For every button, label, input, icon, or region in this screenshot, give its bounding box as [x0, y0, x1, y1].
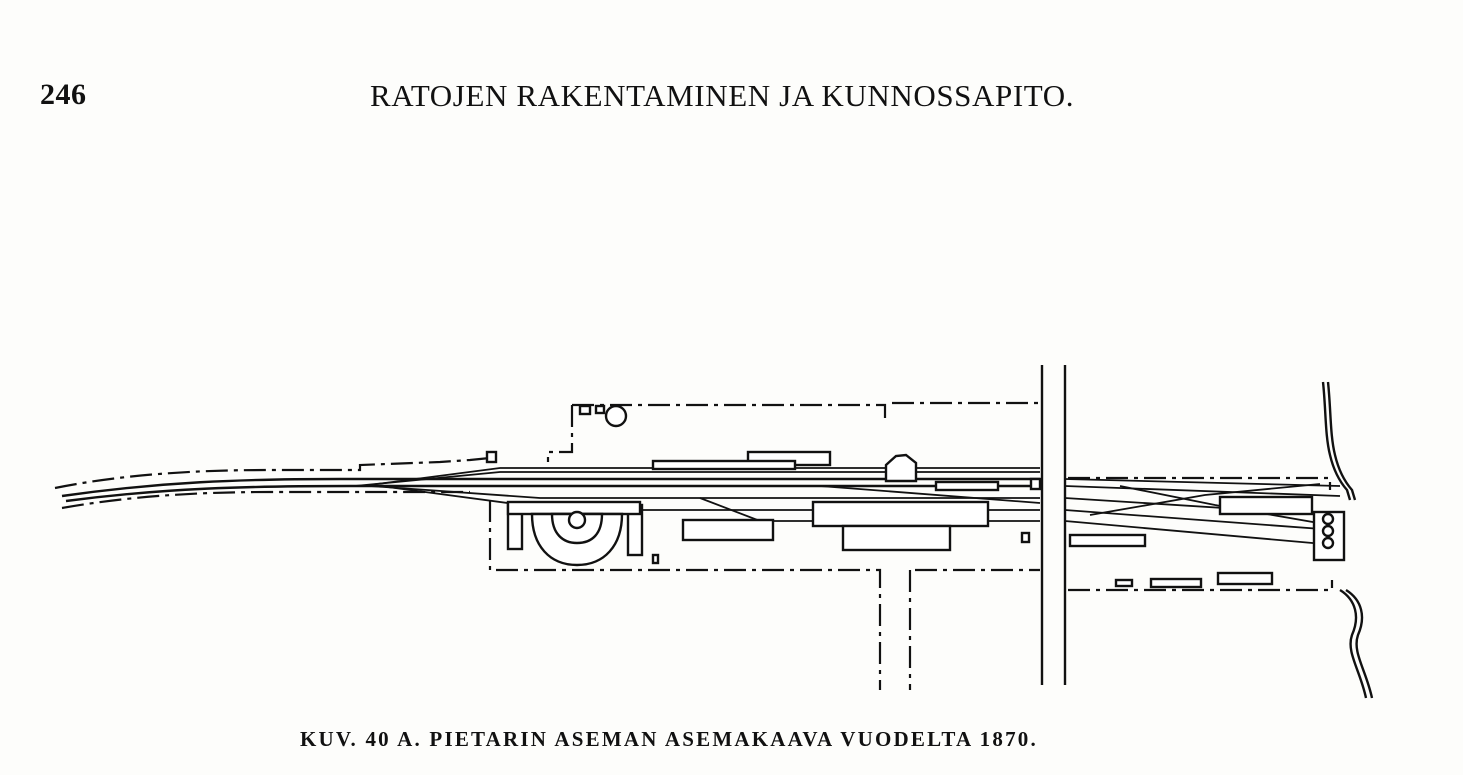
figure-caption: KUV. 40 A. PIETARIN ASEMAN ASEMAKAAVA VUODELTA 1870.: [300, 727, 1038, 751]
page-number: 246: [40, 78, 87, 111]
turntable-depot: [508, 502, 642, 565]
crossing-street: [1042, 365, 1065, 685]
running-head: RATOJEN RAKENTAMINEN JA KUNNOSSAPITO.: [370, 78, 1075, 113]
